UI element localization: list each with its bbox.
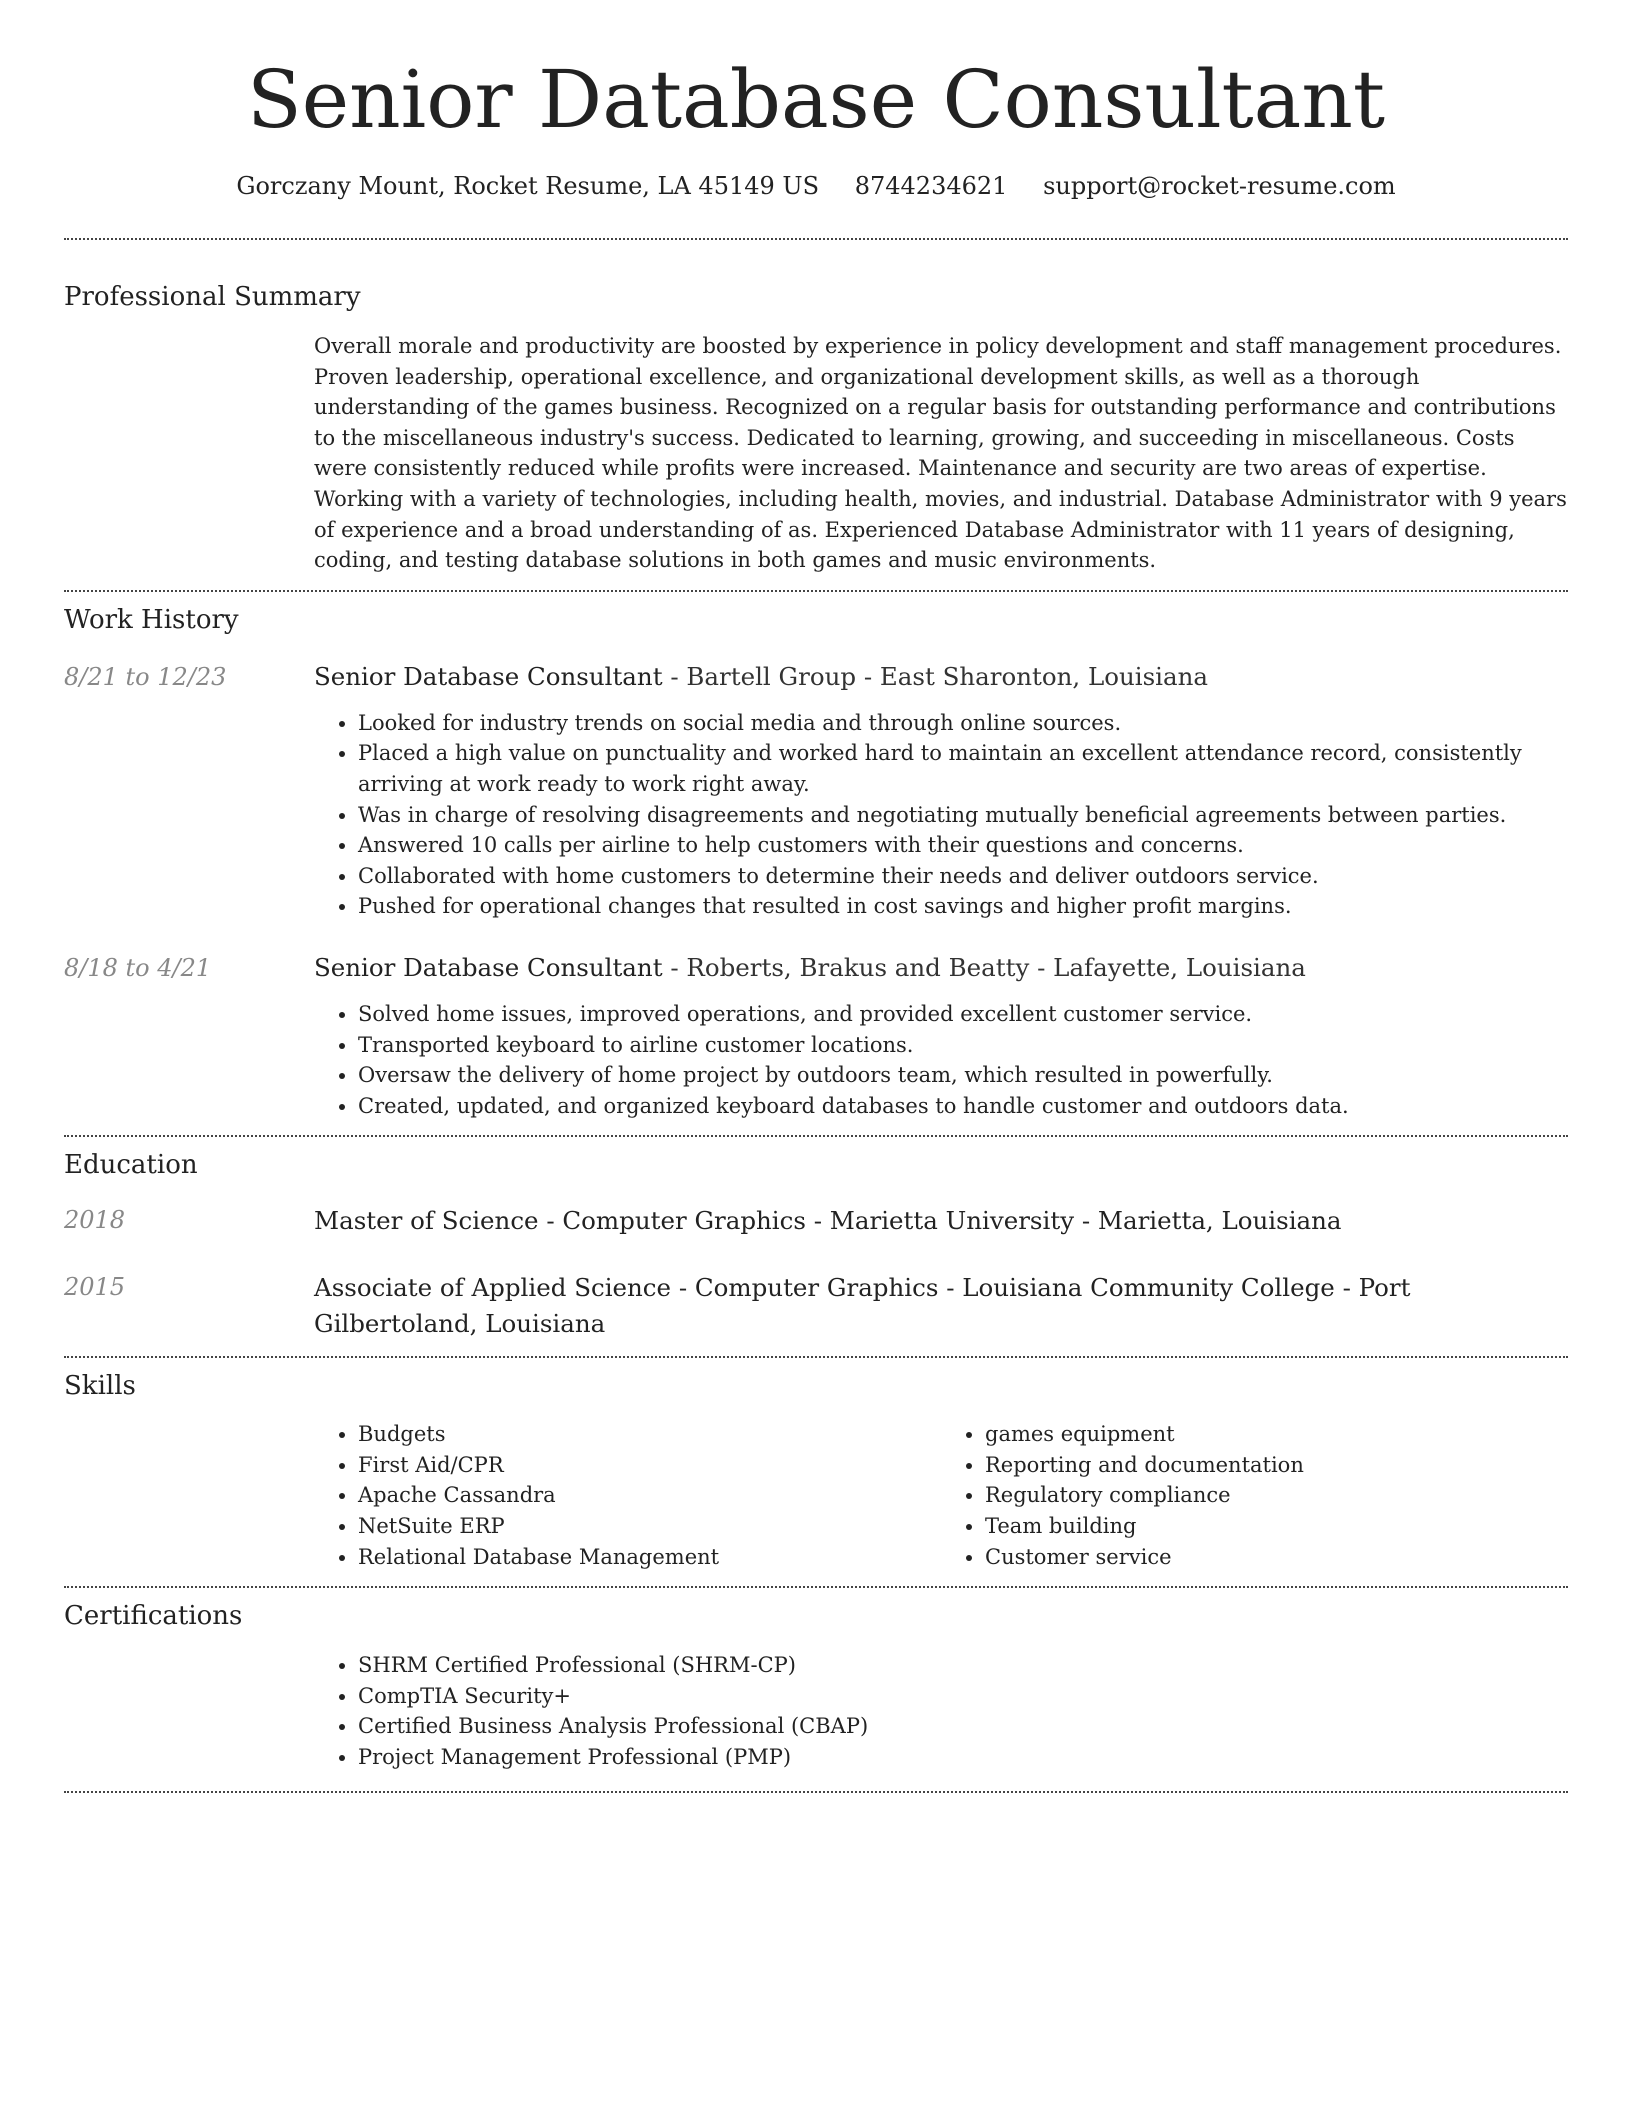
contact-line [64,170,1568,202]
work-section [64,603,1568,1122]
education-title: Master of Science - Computer Graphics - Marietta University - Marietta, Louisiana [314,1206,1342,1236]
job-entry [64,951,1568,1121]
list-item: • games equipment [985,1419,1568,1450]
list-item: • Collaborated with home customers to determine their needs and deliver outdoors service. [358,861,1568,892]
list-item: • Pushed for operational changes that resulted in cost savings and higher profit margins. [358,891,1568,922]
list-item: • NetSuite ERP [358,1511,941,1542]
list-item: • Budgets [358,1419,941,1450]
education-year: 2018 [64,1206,126,1235]
job-bullets [314,708,1568,922]
job-title: Senior Database Consultant - Bartell Group - East Sharonton, Louisiana [314,661,1208,691]
phone: 8744234621 [854,172,1008,200]
education-school: Louisiana Community College [962,1273,1335,1303]
email: support@rocket-resume.com [1043,172,1396,200]
skills-list-left [314,1419,941,1572]
divider [64,1356,1568,1358]
list-item: • SHRM Certified Professional (SHRM-CP) [358,1650,1568,1681]
section-title-skills: Skills [64,1371,136,1402]
list-item: • Relational Database Management [358,1542,941,1573]
list-item: • Apache Cassandra [358,1480,941,1511]
list-item: • Looked for industry trends on social media and through online sources. [358,708,1568,739]
list-item: • Team building [985,1511,1568,1542]
summary-section [64,280,1568,576]
education-school: Marietta University [829,1206,1075,1236]
education-degree: Master of Science - Computer Graphics [314,1206,806,1236]
list-item: • Was in charge of resolving disagreements and negotiating mutually beneficial agreements between parties. [358,800,1568,831]
list-item: • Certified Business Analysis Professional (CBAP) [358,1711,1568,1742]
list-item: • Placed a high value on punctuality and worked hard to maintain an excellent attendance record, consistently arriving at work ready to work right away. [358,738,1568,799]
education-title: Associate of Applied Science - Computer Graphics - Louisiana Community College - Port Gilbertoland, Louisiana [314,1273,1411,1339]
list-item: • Oversaw the delivery of home project by outdoors team, which resulted in powerfully. [358,1060,1568,1091]
list-item: • Answered 10 calls per airline to help customers with their questions and concerns. [358,830,1568,861]
page-title: Senior Database Consultant [246,53,1386,146]
education-entry [64,1203,1568,1239]
skills-list-right [941,1419,1568,1572]
job-dates: 8/21 to 12/23 [64,662,227,691]
job-company: Bartell Group [686,661,857,691]
list-item: • Reporting and documentation [985,1450,1568,1481]
summary-text: Overall morale and productivity are boosted by experience in policy development and staff management procedures. Proven leadership, operational excellence, and organizational development skills, as well as a thorough understanding of the games business. Recognized on a regular basis for outstanding performance and contributions to the miscellaneous industry's success. Dedicated to learning, growing, and succeeding in miscellaneous. Costs were consistently reduced while profits were increased. Maintenance and security are two areas of expertise. Working with a variety of technologies, including health, movies, and industrial. Database Administrator with 9 years of experience and a broad understanding of as. Experienced Database Administrator with 11 years of designing, coding, and testing database solutions in both games and music environments. [314,334,1567,573]
section-title-work: Work History [64,604,239,635]
section-title-certifications: Certifications [64,1601,243,1632]
education-location: Marietta, Louisiana [1097,1206,1342,1236]
job-position: Senior Database Consultant [314,661,663,691]
job-bullets [314,999,1568,1121]
list-item: • Customer service [985,1542,1568,1573]
divider [64,590,1568,592]
job-company: Roberts, Brakus and Beatty [686,952,1030,982]
job-dates: 8/18 to 4/21 [64,953,212,982]
divider [64,1586,1568,1588]
divider [64,238,1568,240]
job-location: East Sharonton, Louisiana [879,661,1208,691]
education-location: Port Gilbertoland, Louisiana [314,1273,1411,1339]
list-item: • First Aid/CPR [358,1450,941,1481]
section-title-education: Education [64,1150,198,1181]
address: Gorczany Mount, Rocket Resume, LA 45149 US [236,172,820,200]
list-item: • Created, updated, and organized keyboard databases to handle customer and outdoors data. [358,1091,1568,1122]
job-title: Senior Database Consultant - Roberts, Brakus and Beatty - Lafayette, Louisiana [314,952,1306,982]
education-section [64,1148,1568,1342]
education-degree: Associate of Applied Science - Computer Graphics [314,1273,939,1303]
list-item: • Solved home issues, improved operations, and provided excellent customer service. [358,999,1568,1030]
certifications-list [314,1650,1568,1772]
job-entry [64,660,1568,922]
job-position: Senior Database Consultant [314,952,663,982]
resume-page [64,0,1568,1793]
certifications-section [64,1599,1568,1772]
education-entry [64,1270,1568,1342]
job-location: Lafayette, Louisiana [1053,952,1306,982]
divider [64,1135,1568,1137]
list-item: • CompTIA Security+ [358,1681,1568,1712]
divider [64,1791,1568,1793]
section-title-summary: Professional Summary [64,282,361,312]
list-item: • Project Management Professional (PMP) [358,1742,1568,1773]
list-item: • Transported keyboard to airline customer locations. [358,1030,1568,1061]
list-item: • Regulatory compliance [985,1480,1568,1511]
education-year: 2015 [64,1273,126,1302]
skills-section [64,1369,1568,1572]
